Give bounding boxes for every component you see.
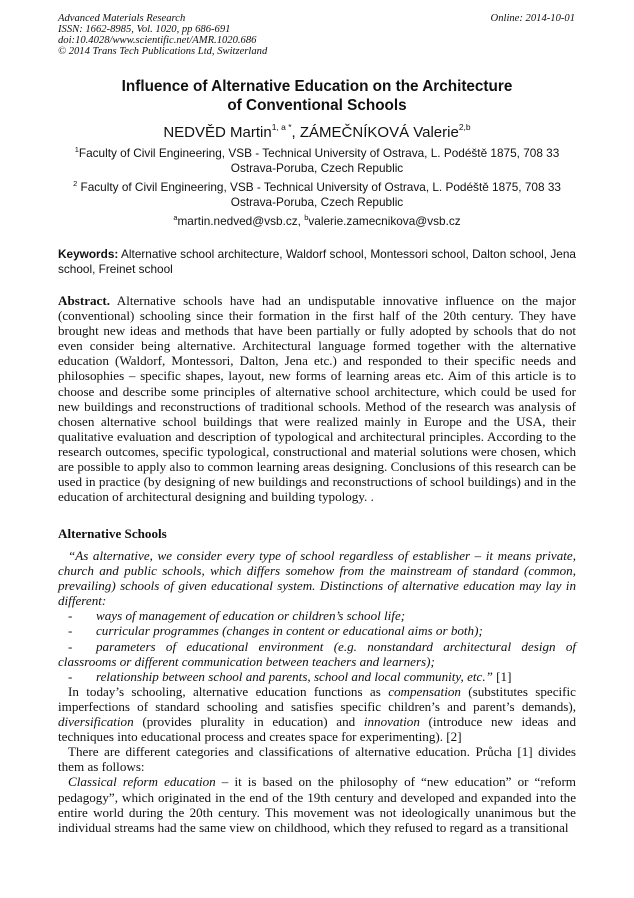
affiliation-2-line-1: Faculty of Civil Engineering, VSB - Technical University of Ostrava, L. Podéště 1875, 708 33: [77, 180, 561, 194]
bullet-dash: -: [68, 608, 73, 624]
email-separator: ,: [297, 214, 305, 228]
paragraph-functions: [58, 684, 576, 744]
affiliation-1-line-1: Faculty of Civil Engineering, VSB - Technical University of Ostrava, L. Podéště 1875, 708 33: [78, 146, 560, 160]
section-heading: Alternative Schools: [58, 526, 167, 541]
term-diversification: diversification: [58, 714, 134, 730]
affiliation-1-sup: 1: [74, 145, 79, 154]
journal-header: [58, 13, 267, 57]
copyright: © 2014 Trans Tech Publications Ltd, Switzerland: [58, 46, 268, 57]
author-emails: [50, 214, 584, 229]
email-a[interactable]: martin.nedved@vsb.cz: [177, 214, 298, 228]
affiliation-2-line-2: Ostrava-Poruba, Czech Republic: [230, 195, 404, 209]
bullet-text: ways of management of education or children’s school life;: [96, 608, 406, 624]
para-text: In today’s schooling, alternative education functions as: [68, 683, 389, 699]
abstract: [58, 293, 576, 504]
bullet-text: parameters of educational environment (e.g. nonstandard architectural design of classrooms or different communication between teachers and learners);: [58, 638, 576, 669]
doi: doi:10.4028/www.scientific.net/AMR.1020.686: [58, 35, 257, 46]
abstract-label: Abstract.: [58, 293, 110, 308]
keywords-label: Keywords:: [58, 247, 119, 261]
paragraph-classical-reform: [58, 774, 576, 834]
authors: [40, 123, 594, 142]
affiliation-2-sup: 2: [73, 179, 78, 188]
keywords: [58, 247, 576, 277]
paragraph-categories: There are different categories and classifications of alternative education. Průcha [1] divides them as follows:: [58, 744, 576, 775]
quote-bullet-3: [58, 639, 576, 669]
email-b[interactable]: valerie.zamecnikova@vsb.cz: [308, 214, 461, 228]
abstract-text: Alternative schools have had an undisputable innovative influence on the major (conventional) schooling since their formation in the first half of the 20th century. They have brought new ideas and methods that have been partially or fully adopted by schools that do not even consider being alternative. Architectural language formed together with the alternative education (Waldorf, Montessori, Dalton, Jena etc.) and responded to their specific needs and philosophies – specific shapes, layout, new forms of learning areas etc. Aim of this article is to choose and describe some principles of alternative school architecture, which could be used for new buildings and reconstructions of traditional schools. Method of the research was analysis of chosen alternative school buildings that were realized mainly in Europe and the USA, their qualitative evaluation and description of typological and architectural principles. According to the research outcomes, specific typological, constructional and material solutions were chosen, which are possible to apply also to common learning areas designing. Conclusions of this research can be used in practice (by designing of new buildings and reconstructions of school buildings) and in the education of architectural designing and building typology. .: [58, 293, 576, 505]
online-date: Online: 2014-10-01: [490, 13, 575, 24]
quote-bullet-4: [58, 669, 576, 684]
affiliation-1-line-2: Ostrava-Poruba, Czech Republic: [230, 161, 404, 175]
para-text: (provides plurality in education) and: [133, 714, 364, 730]
author-2-name: ZÁMEČNÍKOVÁ Valerie: [299, 124, 459, 141]
para-text: (introduce new ideas and techniques into educational process and creates space for experimenting). [2]: [58, 714, 576, 745]
bullet-text: relationship between school and parents, school and local community, etc.”: [96, 668, 493, 684]
term-compensation: compensation: [388, 683, 461, 699]
quote-bullet-2: [58, 623, 576, 638]
bullet-dash: -: [68, 623, 73, 639]
author-1-sup: 1, a *: [271, 122, 292, 132]
affiliation-1: [50, 146, 584, 176]
section-body: [58, 548, 576, 835]
bullet-dash: -: [68, 638, 73, 654]
author-separator: ,: [291, 124, 300, 141]
keywords-text: Alternative school architecture, Waldorf school, Montessori school, Dalton school, Jena school, Freinet school: [58, 247, 576, 276]
term-classical-reform: Classical reform education: [68, 774, 216, 790]
paper-title: [40, 77, 594, 115]
journal-name: Advanced Materials Research: [58, 13, 186, 24]
issn: ISSN: 1662-8985, Vol. 1020, pp 686-691: [58, 24, 231, 35]
para-text: – it is based on the philosophy of “new education” or “reform pedagogy”, which originated in the end of the 19th century and developed and expanded into the entire world during the 20th century. This movement was not ideologically unanimous but the individual streams had the same view on childhood, which they refused to regard as a transitional: [58, 774, 576, 835]
email-b-sup: b: [304, 213, 309, 222]
quote-intro: “As alternative, we consider every type of school regardless of establisher – it means private, church and public schools, which differs somehow from the mainstream of standard (common, prevailing) schools of given educational system. Distinctions of alternative education may lay in different:: [58, 548, 576, 609]
author-2-sup: 2,b: [458, 122, 471, 132]
bullet-dash: -: [68, 668, 73, 684]
email-a-sup: a: [173, 213, 178, 222]
quote-bullet-1: [58, 608, 576, 623]
term-innovation: innovation: [363, 714, 420, 730]
para-text: (substitutes specific imperfections of standard schooling and satisfies specific children’s and parent’s demands),: [58, 683, 576, 714]
title-line-1: Influence of Alternative Education on the Architecture: [121, 78, 513, 95]
title-line-2: of Conventional Schools: [227, 97, 407, 114]
author-1-name: NEDVĚD Martin: [163, 124, 272, 141]
bullet-text: curricular programmes (changes in content or educational aims or both);: [96, 623, 483, 639]
citation-ref: [1]: [492, 668, 512, 684]
affiliation-2: [50, 180, 584, 210]
